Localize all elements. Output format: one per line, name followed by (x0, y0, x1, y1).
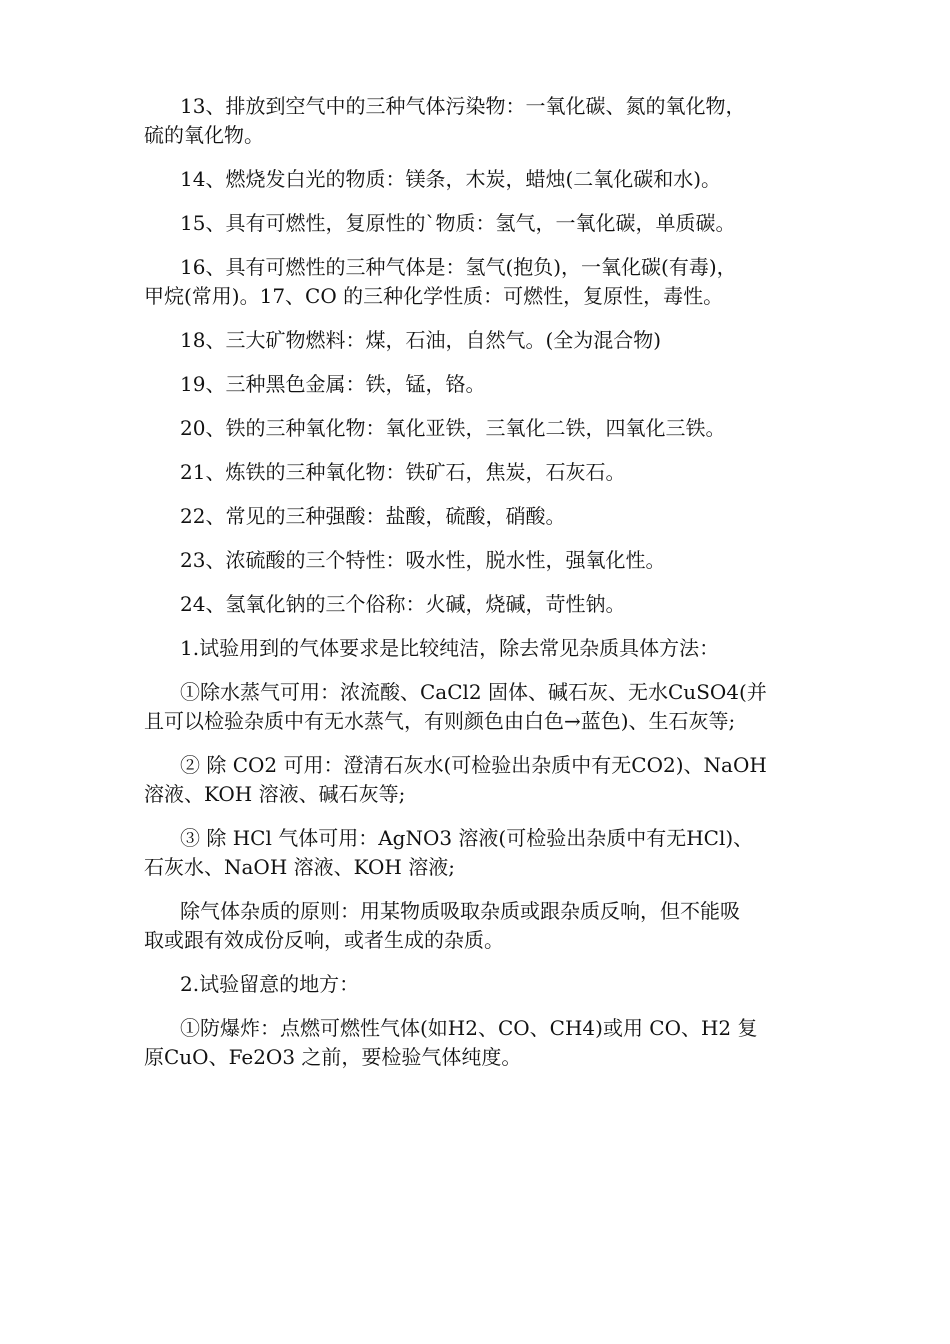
paragraph (144, 634, 814, 663)
paragraph-line: ③ 除 HCl 气体可用：AgNO3 溶液(可检验出杂质中有无HCl)、 (180, 826, 754, 850)
paragraph (144, 1014, 814, 1072)
paragraph (144, 824, 814, 882)
paragraph-line: 15、具有可燃性，复原性的`物质：氢气，一氧化碳，单质碳。 (180, 211, 736, 235)
paragraph-line: 21、炼铁的三种氧化物：铁矿石，焦炭，石灰石。 (180, 460, 626, 484)
paragraph-line: 取或跟有效成份反响，或者生成的杂质。 (144, 928, 504, 952)
paragraph-line: 14、燃烧发白光的物质：镁条，木炭，蜡烛(二氧化碳和水)。 (180, 167, 722, 191)
paragraph-line: 13、排放到空气中的三种气体污染物：一氧化碳、氮的氧化物， (180, 94, 746, 118)
paragraph (144, 326, 814, 355)
paragraph-line: 原CuO、Fe2O3 之前，要检验气体纯度。 (144, 1045, 522, 1069)
paragraph-line: ①防爆炸：点燃可燃性气体(如H2、CO、CH4)或用 CO、H2 复 (180, 1016, 758, 1040)
paragraph (144, 678, 814, 736)
paragraph (144, 897, 814, 955)
paragraph-line: 石灰水、NaOH 溶液、KOH 溶液; (144, 855, 455, 879)
paragraph-line: 2.试验留意的地方： (180, 972, 360, 996)
paragraph (144, 370, 814, 399)
paragraph-line: 19、三种黑色金属：铁，锰，铬。 (180, 372, 486, 396)
paragraph-line: 22、常见的三种强酸：盐酸，硫酸，硝酸。 (180, 504, 566, 528)
document-body (144, 92, 814, 1087)
paragraph (144, 546, 814, 575)
paragraph-line: 20、铁的三种氧化物：氧化亚铁，三氧化二铁，四氧化三铁。 (180, 416, 726, 440)
paragraph-line: 24、氢氧化钠的三个俗称：火碱，烧碱，苛性钠。 (180, 592, 626, 616)
paragraph-line: 且可以检验杂质中有无水蒸气，有则颜色由白色→蓝色)、生石灰等; (144, 709, 736, 733)
paragraph (144, 209, 814, 238)
paragraph (144, 92, 814, 150)
paragraph-line: 除气体杂质的原则：用某物质吸取杂质或跟杂质反响，但不能吸 (180, 899, 740, 923)
paragraph (144, 502, 814, 531)
paragraph (144, 458, 814, 487)
paragraph-line: ② 除 CO2 可用：澄清石灰水(可检验出杂质中有无CO2)、NaOH (180, 753, 767, 777)
paragraph (144, 590, 814, 619)
paragraph-line: 溶液、KOH 溶液、碱石灰等; (144, 782, 406, 806)
paragraph-line: ①除水蒸气可用：浓流酸、CaCl2 固体、碱石灰、无水CuSO4(并 (180, 680, 767, 704)
paragraph-line: 18、三大矿物燃料：煤，石油，自然气。(全为混合物) (180, 328, 662, 352)
paragraph-line: 硫的氧化物。 (144, 123, 264, 147)
paragraph (144, 414, 814, 443)
paragraph-line: 甲烷(常用)。17、CO 的三种化学性质：可燃性，复原性，毒性。 (144, 284, 724, 308)
paragraph-line: 16、具有可燃性的三种气体是：氢气(抱负)，一氧化碳(有毒)， (180, 255, 737, 279)
paragraph (144, 970, 814, 999)
paragraph (144, 751, 814, 809)
paragraph-line: 23、浓硫酸的三个特性：吸水性，脱水性，强氧化性。 (180, 548, 666, 572)
paragraph (144, 165, 814, 194)
paragraph-line: 1.试验用到的气体要求是比较纯洁，除去常见杂质具体方法： (180, 636, 720, 660)
paragraph (144, 253, 814, 311)
